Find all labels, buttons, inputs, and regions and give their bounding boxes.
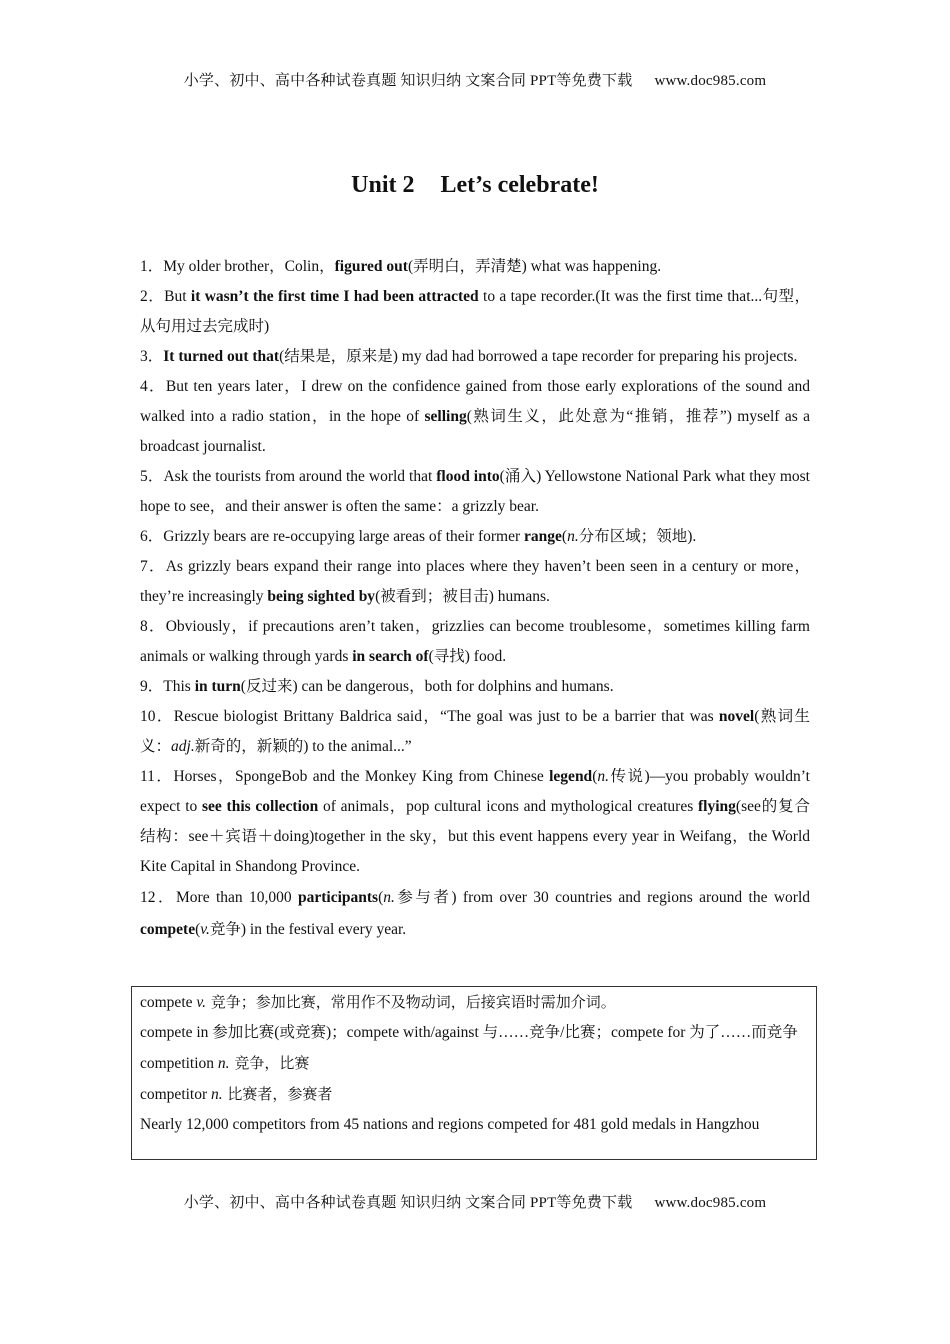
- note-line-2: compete in 参加比赛(或竞赛)；compete with/against 与……竞争/比赛；compete for 为了……而竞争: [140, 1024, 798, 1041]
- note-line-3: competition n. 竞争，比赛: [140, 1054, 310, 1072]
- unit-name: Let’s celebrate!: [440, 172, 599, 198]
- sentence-item-12: 12．More than 10,000 participants(n.参与者) from over 30 countries and regions around the world compete(v.竞争) in the festival every year.: [140, 889, 810, 938]
- unit-number: Unit 2: [351, 172, 415, 198]
- note-line-4: competitor n. 比赛者，参赛者: [140, 1085, 333, 1103]
- sentence-item-10: 10．Rescue biologist Brittany Baldrica said，“The goal was just to be a barrier that was novel(熟词生义：adj.新奇的，新颖的) to the animal...”: [140, 708, 810, 755]
- sentence-item-5: 5．Ask the tourists from around the world that flood into(涌入) Yellowstone National Park what they most hope to see，and their answer is often the same：a grizzly bear.: [140, 468, 810, 515]
- sentence-item-1: 1．My older brother，Colin，figured out(弄明白，弄清楚) what was happening.: [140, 258, 662, 275]
- sentence-item-11: 11．Horses，SpongeBob and the Monkey King from Chinese legend(n.传说)—you probably wouldn’t expect to see this collection of animals，pop cultural icons and mythological creatures flying(see的复合结构：see＋宾语＋doing)together in the sky，but this event happens every year in Weifang，the World Kite Capital in Shandong Province.: [140, 768, 810, 875]
- footer-site-link[interactable]: www.doc985.com: [654, 1195, 767, 1211]
- footer-text: 小学、初中、高中各种试卷真题 知识归纳 文案合同 PPT等免费下载: [183, 1195, 633, 1211]
- sentence-item-8: 8．Obviously，if precautions aren’t taken，grizzlies can become troublesome，sometimes killing farm animals or walking through yards in search of(寻找) food.: [140, 618, 810, 665]
- sentence-item-7: 7．As grizzly bears expand their range into places where they haven’t been seen in a century or more，they’re increasingly being sighted by(被看到；被目击) humans.: [140, 558, 810, 605]
- sentence-item-2: 2．But it wasn’t the first time I had been attracted to a tape recorder.(It was the first time that...句型，从句用过去完成时): [140, 288, 810, 335]
- sentence-item-9: 9．This in turn(反过来) can be dangerous，both for dolphins and humans.: [140, 678, 614, 695]
- note-line-5: Nearly 12,000 competitors from 45 nations and regions competed for 481 gold medals in Hangzhou: [140, 1116, 760, 1133]
- sentence-item-6: 6．Grizzly bears are re-occupying large areas of their former range(n.分布区域；领地).: [140, 528, 697, 545]
- page-title: [0, 172, 950, 199]
- header-text: 小学、初中、高中各种试卷真题 知识归纳 文案合同 PPT等免费下载: [183, 73, 633, 89]
- sentence-item-4: 4．But ten years later，I drew on the confidence gained from those early explorations of the sound and walked into a radio station，in the hope of selling(熟词生义，此处意为“推销，推荐”) myself as a broadcast journalist.: [140, 378, 810, 455]
- sentence-item-3: 3．It turned out that(结果是，原来是) my dad had borrowed a tape recorder for preparing his projects.: [140, 348, 798, 365]
- header-site-link[interactable]: www.doc985.com: [654, 73, 767, 89]
- sentence-list: [140, 252, 810, 946]
- page-footer: [0, 1191, 950, 1212]
- vocab-note-box: [131, 986, 817, 1160]
- note-line-1: compete v. 竞争；参加比赛，常用作不及物动词，后接宾语时需加介词。: [140, 993, 616, 1011]
- page-header: [0, 69, 950, 90]
